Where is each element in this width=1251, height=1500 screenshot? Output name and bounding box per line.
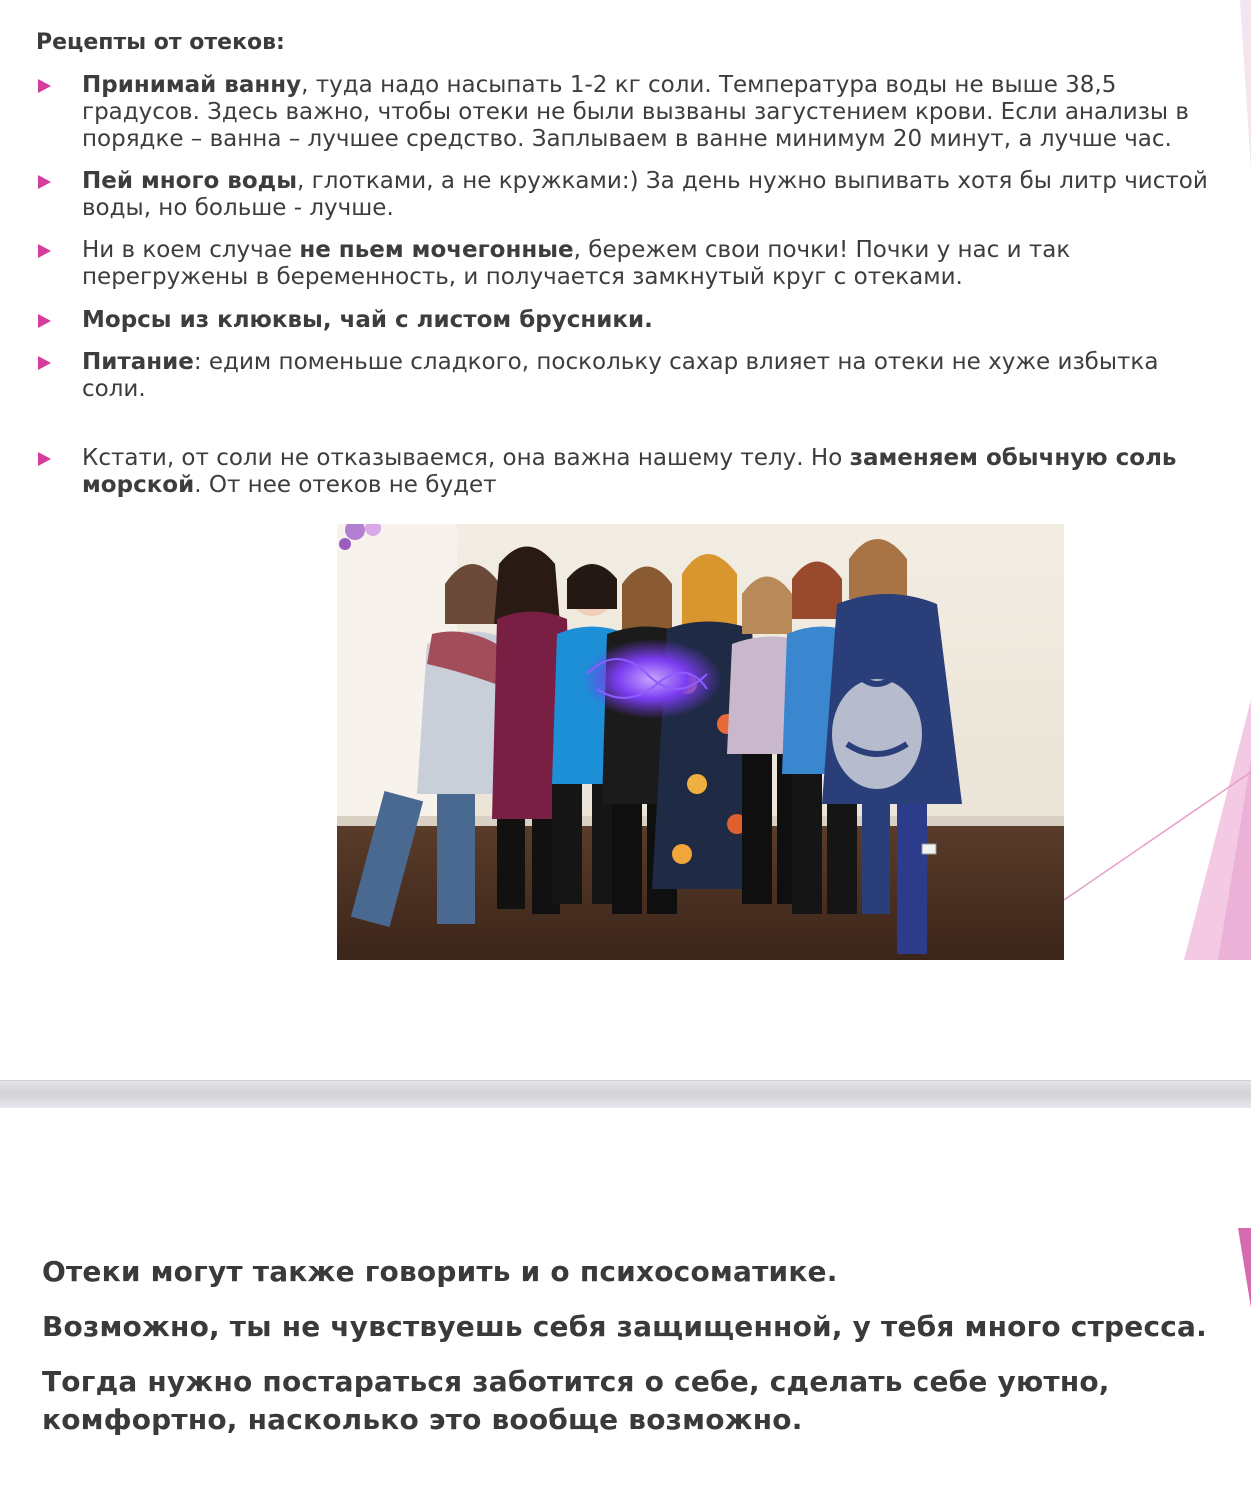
group-photo-illustration: [337, 524, 1064, 960]
triangle-bullet-icon: [38, 452, 51, 466]
group-photo: [337, 524, 1064, 960]
bullet-text: . От нее отеков не будет: [194, 472, 497, 498]
bullet-text: , глотками, а не кружками:) За день нужно выпивать хотя бы литр чистой воды, но больше - лучше.: [82, 168, 1208, 221]
bullet-bold: заменяем обычную соль морской: [82, 445, 1177, 498]
bullet-text: , бережем свои почки! Почки у нас и так перегружены в беременность, и получается замкнутый круг с отеками.: [82, 237, 1071, 290]
bullet-bold: Морсы из клюквы, чай с листом брусники: [82, 307, 645, 333]
list-item: [30, 445, 1220, 499]
triangle-bullet-icon: [38, 79, 51, 93]
list-item: [30, 72, 1220, 153]
triangle-bullet-icon: [38, 244, 51, 258]
bullet-pre: Кстати, от соли не отказываемся, она важна нашему телу. Но: [82, 445, 850, 471]
pink-corner-decoration: [0, 1108, 1251, 1500]
bullet-bold: Принимай ванну: [82, 72, 302, 98]
page-heading: Рецепты от отеков:: [36, 30, 285, 55]
triangle-bullet-icon: [38, 314, 51, 328]
bullet-text: , туда надо насыпать 1-2 кг соли. Температура воды не выше 38,5 градусов. Здесь важно, чтобы отеки не были вызваны загустением крови. Если анализы в порядке – ванна – лучшее средство. Заплываем в ванне минимум 20 минут, а лучше час.: [82, 72, 1189, 152]
triangle-bullet-icon: [38, 175, 51, 189]
recipe-list: [30, 72, 1220, 499]
bullet-text: .: [644, 307, 653, 333]
page-separator: [0, 1080, 1251, 1110]
list-item: [30, 349, 1220, 403]
bullet-text: : едим поменьше сладкого, поскольку сахар влияет на отеки не хуже избытка соли.: [82, 349, 1159, 402]
slide-2: [0, 1108, 1251, 1500]
bullet-pre: Ни в коем случае: [82, 237, 300, 263]
psychosomatics-paragraph: Отеки могут также говорить и о психосоматике.: [42, 1255, 838, 1288]
list-item: [30, 168, 1220, 222]
list-item: [30, 307, 1220, 334]
self-care-paragraph: Тогда нужно постараться заботится о себе, сделать себе уютно, комфортно, насколько это вообще возможно.: [42, 1365, 1110, 1436]
bullet-bold: Пей много воды: [82, 168, 298, 194]
bullet-bold: не пьем мочегонные: [299, 237, 574, 263]
list-item: [30, 237, 1220, 291]
bullet-bold: Питание: [82, 349, 194, 375]
stress-paragraph: Возможно, ты не чувствуешь себя защищенной, у тебя много стресса.: [42, 1310, 1207, 1343]
triangle-bullet-icon: [38, 356, 51, 370]
